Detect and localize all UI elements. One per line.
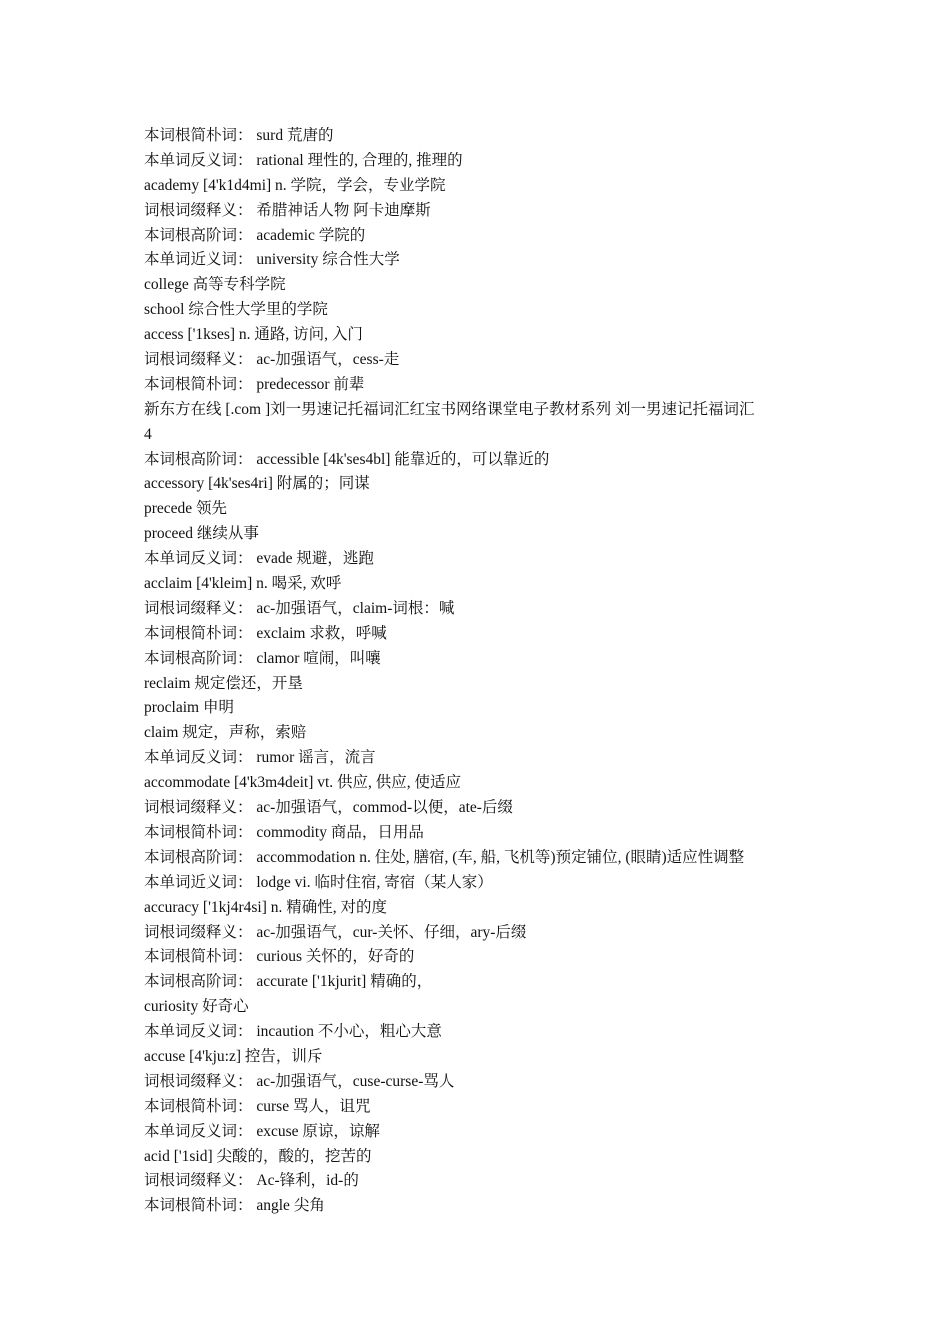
text-line: accommodate [4'k3m4deit] vt. 供应, 供应, 使适应: [144, 774, 462, 792]
text-line: 本词根高阶词： accessible [4k'ses4bl] 能靠近的，可以靠近的: [144, 450, 550, 468]
text-line: 本词根简朴词： surd 荒唐的: [144, 127, 334, 144]
text-line: college 高等专科学院: [144, 276, 286, 294]
document-page: [144, 124, 814, 1219]
text-line: curiosity 好奇心: [144, 998, 249, 1016]
text-line: proceed 继续从事: [144, 525, 259, 543]
text-line: 本词根高阶词： accurate ['1kjurit] 精确的，: [144, 973, 433, 991]
text-line: 本单词反义词： incaution 不小心，粗心大意: [144, 1023, 442, 1041]
text-line: 本词根高阶词： accommodation n. 住处, 膳宿, (车, 船, 飞机等)预定铺位, (眼睛)适应性调整: [144, 848, 745, 866]
text-line: 词根词缀释义： ac-加强语气，commod-以便，ate-后缀: [144, 799, 513, 817]
text-line: access ['1kses] n. 通路, 访问, 入门: [144, 326, 363, 344]
text-line: 词根词缀释义： ac-加强语气，claim-词根：喊: [144, 599, 455, 617]
text-line: 本词根简朴词： angle 尖角: [144, 1197, 325, 1215]
text-line: 4: [144, 425, 152, 443]
text-line: 本词根简朴词： exclaim 求救，呼喊: [144, 624, 387, 642]
text-line: 本单词反义词： rational 理性的, 合理的, 推理的: [144, 151, 463, 169]
text-line: 词根词缀释义： ac-加强语气，cuse-curse-骂人: [144, 1072, 455, 1090]
text-line: acid ['1sid] 尖酸的，酸的，挖苦的: [144, 1147, 372, 1165]
text-line: precede 领先: [144, 500, 228, 518]
text-line: 本单词反义词： rumor 谣言，流言: [144, 749, 376, 767]
text-line: 本词根简朴词： predecessor 前辈: [144, 375, 365, 393]
text-line: accessory [4k'ses4ri] 附属的；同谋: [144, 475, 370, 493]
text-line: academy [4'k1d4mi] n. 学院，学会，专业学院: [144, 176, 446, 194]
text-line: claim 规定，声称，索赔: [144, 724, 307, 742]
text-line: 本词根简朴词： curious 关怀的，好奇的: [144, 948, 415, 966]
text-line: accuse [4'kju:z] 控告，训斥: [144, 1047, 323, 1065]
text-line: reclaim 规定偿还，开垦: [144, 674, 303, 692]
text-line: 本单词反义词： excuse 原谅，谅解: [144, 1122, 380, 1140]
text-line: school 综合性大学里的学院: [144, 301, 328, 319]
text-line: 本词根高阶词： academic 学院的: [144, 226, 366, 244]
text-line: 本词根简朴词： commodity 商品，日用品: [144, 823, 424, 841]
text-line: 本词根高阶词： clamor 喧闹，叫嚷: [144, 649, 381, 667]
text-line: proclaim 申明: [144, 699, 234, 717]
text-line: 词根词缀释义： ac-加强语气，cess-走: [144, 351, 400, 369]
text-line: 词根词缀释义： 希腊神话人物 阿卡迪摩斯: [144, 201, 431, 219]
text-line: 词根词缀释义： Ac-锋利，id-的: [144, 1172, 359, 1190]
text-line: 本单词反义词： evade 规避，逃跑: [144, 550, 374, 568]
text-line: 词根词缀释义： ac-加强语气，cur-关怀、仔细，ary-后缀: [144, 923, 527, 941]
text-line: 本单词近义词： lodge vi. 临时住宿, 寄宿（某人家）: [144, 873, 493, 891]
text-line: accuracy ['1kj4r4si] n. 精确性, 对的度: [144, 898, 387, 916]
text-line: acclaim [4'kleim] n. 喝采, 欢呼: [144, 575, 342, 593]
text-line: 本单词近义词： university 综合性大学: [144, 251, 400, 269]
text-line: 新东方在线 [.com ]刘一男速记托福词汇红宝书网络课堂电子教材系列 刘一男速记托福词汇: [144, 400, 755, 418]
text-line: 本词根简朴词： curse 骂人，诅咒: [144, 1097, 371, 1115]
